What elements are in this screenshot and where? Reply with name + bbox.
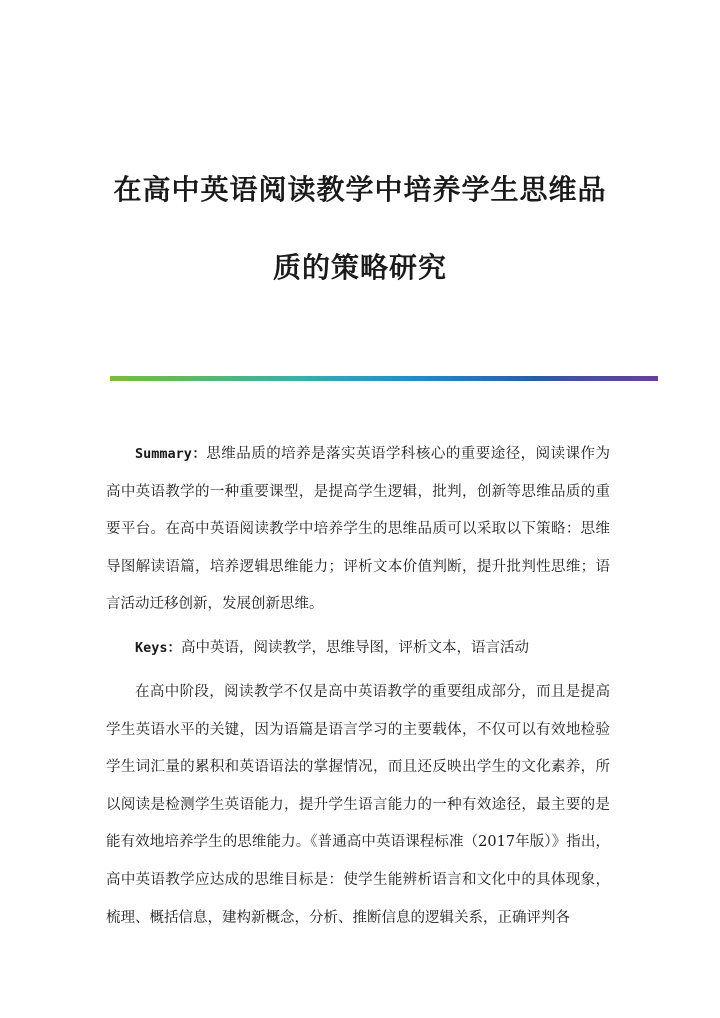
body-paragraph: 在高中阶段，阅读教学不仅是高中英语教学的重要组成部分，而且是提高学生英语水平的关键，因为语篇是语言学习的主要载体，不仅可以有效地检验学生词汇量的累积和英语语法的掌握情况，而且还反映出学生的文化素养，所以阅读是检测学生英语能力，提升学生语言能力的一种有效途径，最主要的是能有效地培养学生的思维能力。《普通高中英语课程标准（2017年版）》指出，高中英语教学应达成的思维目标是：使学生能辨析语言和文化中的具体现象，梳理、概括信息，建构新概念，分析、推断信息的逻辑关系，正确评判各 (106, 684, 610, 926)
keys-label: Keys： (135, 640, 182, 656)
summary-paragraph (106, 436, 610, 624)
summary-text: 思维品质的培养是落实英语学科核心的重要途径，阅读课作为高中英语教学的一种重要课型，是提高学生逻辑，批判，创新等思维品质的重要平台。在高中英语阅读教学中培养学生的思维品质可以采取以下策略：思维导图解读语篇，培养逻辑思维能力；评析文本价值判断，提升批判性思维；语言活动迁移创新，发展创新思维。 (106, 446, 610, 613)
keys-paragraph (106, 630, 610, 668)
document-title-line-2: 质的策略研究 (272, 251, 447, 284)
summary-label: Summary： (135, 446, 207, 462)
gradient-divider (110, 376, 658, 381)
document-title-line-1: 在高中英语阅读教学中培养学生思维品 (113, 173, 607, 206)
keys-text: 高中英语，阅读教学，思维导图，评析文本，语言活动 (181, 640, 530, 656)
